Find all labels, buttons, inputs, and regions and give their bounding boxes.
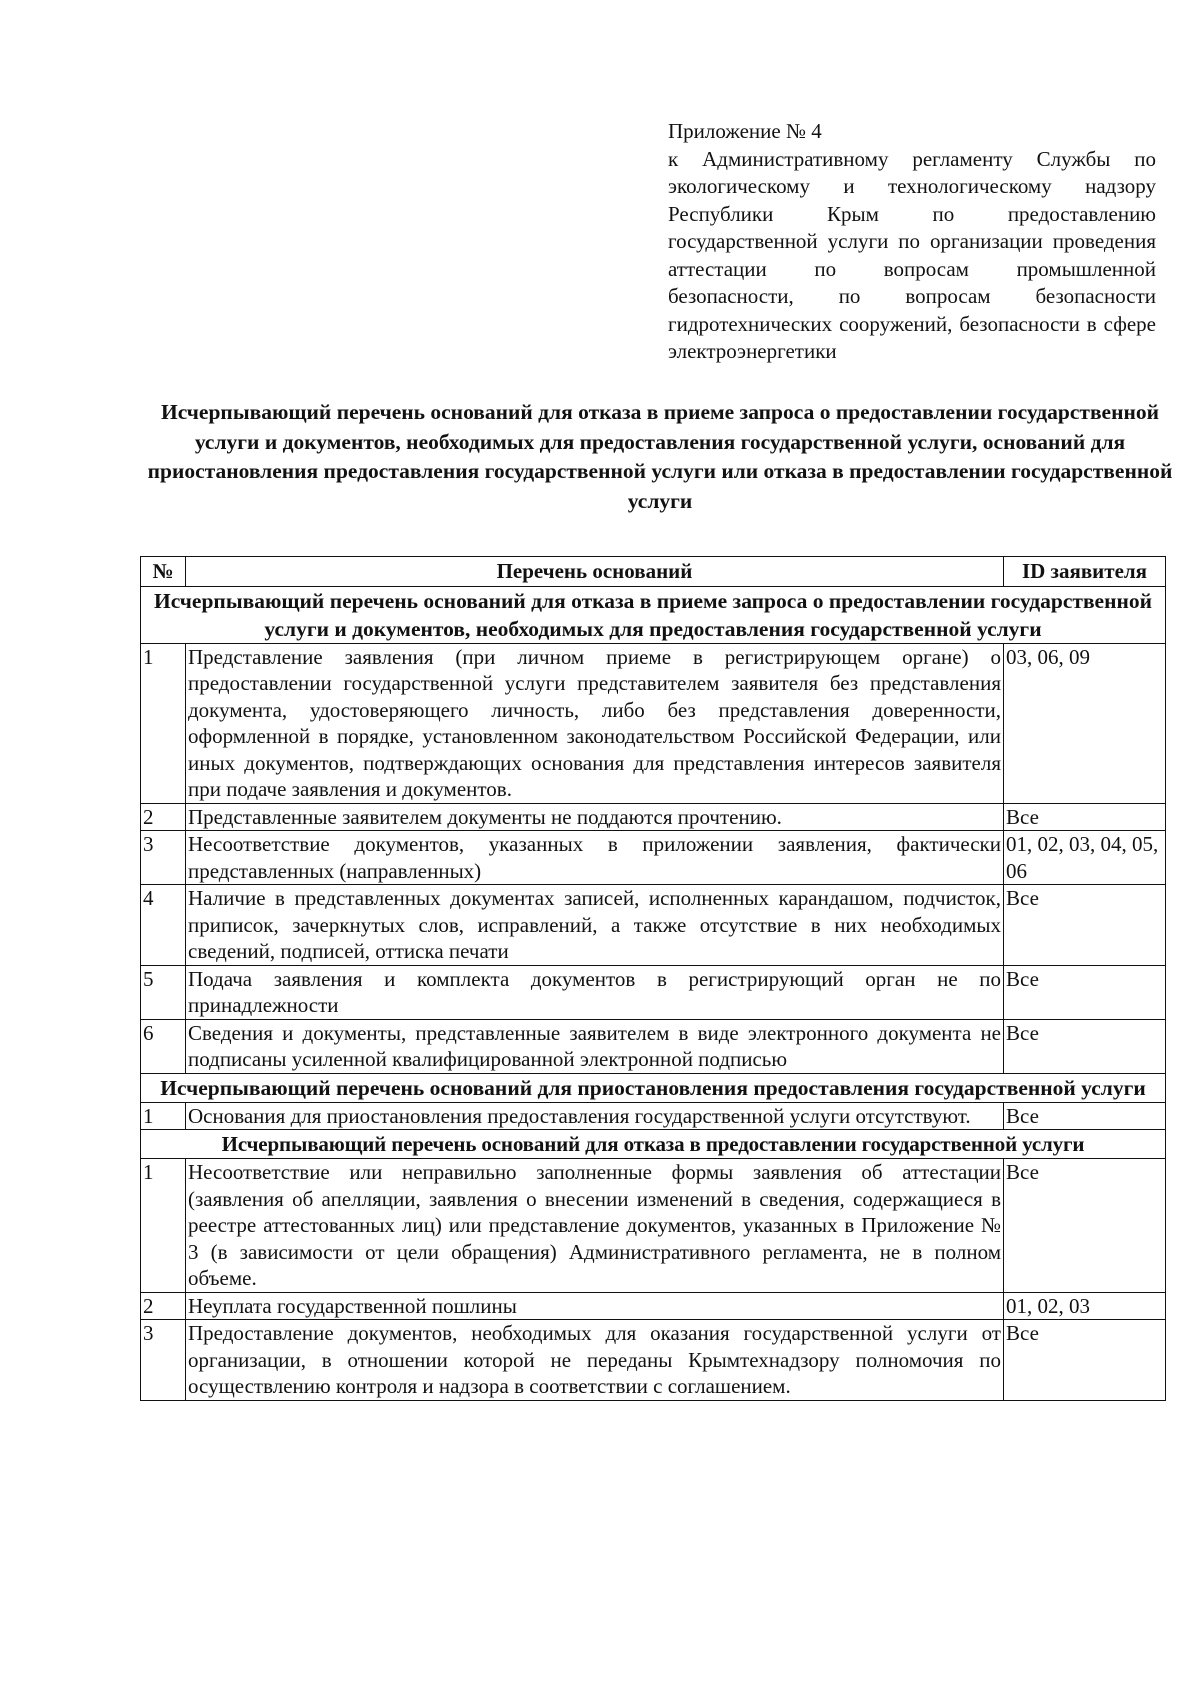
row-applicant-id: Все [1004, 1320, 1166, 1401]
row-applicant-id: Все [1004, 1159, 1166, 1293]
row-applicant-id: Все [1004, 965, 1166, 1019]
header-grounds: Перечень оснований [186, 557, 1004, 587]
row-num: 3 [141, 1320, 186, 1401]
table-row [141, 1102, 1166, 1130]
row-text: Несоответствие документов, указанных в приложении заявления, фактически представленных (направленных) [186, 831, 1004, 885]
row-text: Наличие в представленных документах записей, исполненных карандашом, подчисток, приписок, зачеркнутых слов, исправлений, а также отсутствие в них необходимых сведений, подписей, оттиска печати [186, 885, 1004, 966]
row-num: 2 [141, 803, 186, 831]
row-num: 2 [141, 1292, 186, 1320]
row-applicant-id: 01, 02, 03 [1004, 1292, 1166, 1320]
section-heading-refusal-service: Исчерпывающий перечень оснований для отказа в предоставлении государственной услуги [141, 1130, 1166, 1159]
row-text: Несоответствие или неправильно заполненные формы заявления об аттестации (заявления об апелляции, заявления о внесении изменений в сведения, содержащиеся в реестре аттестованных лиц) или представление документов, указанных в Приложение № 3 (в зависимости от цели обращения) Административного регламента, не в полном объеме. [186, 1159, 1004, 1293]
row-text: Неуплата государственной пошлины [186, 1292, 1004, 1320]
table-row [141, 643, 1166, 803]
table-row [141, 831, 1166, 885]
table-row [141, 1320, 1166, 1401]
section-heading-refusal-intake: Исчерпывающий перечень оснований для отказа в приеме запроса о предоставлении государственной услуги и документов, необходимых для предоставления государственной услуги [141, 586, 1166, 643]
annex-reference: к Административному регламенту Службы по экологическому и технологическому надзору Республики Крым по предоставлению государственной услуги по организации проведения аттестации по вопросам промышленной безопасности, по вопросам безопасности гидротехнических сооружений, безопасности в сфере электроэнергетики [668, 146, 1156, 363]
row-applicant-id: 01, 02, 03, 04, 05, 06 [1004, 831, 1166, 885]
section-row [141, 1073, 1166, 1102]
row-text: Сведения и документы, представленные заявителем в виде электронного документа не подписаны усиленной квалифицированной электронной подписью [186, 1019, 1004, 1073]
table-row [141, 885, 1166, 966]
table-row [141, 803, 1166, 831]
row-num: 1 [141, 643, 186, 803]
section-row [141, 586, 1166, 643]
table-row [141, 965, 1166, 1019]
row-applicant-id: Все [1004, 885, 1166, 966]
row-text: Предоставление документов, необходимых для оказания государственной услуги от организации, в отношении которой не переданы Крымтехнадзору полномочия по осуществлению контроля и надзора в соответствии с соглашением. [186, 1320, 1004, 1401]
table-row [141, 1019, 1166, 1073]
section-row [141, 1130, 1166, 1159]
header-num: № [141, 557, 186, 587]
annex-title: Приложение № 4 [668, 119, 822, 143]
row-num: 4 [141, 885, 186, 966]
annex-header [668, 118, 1156, 366]
header-applicant-id: ID заявителя [1004, 557, 1166, 587]
table-row [141, 1292, 1166, 1320]
row-num: 1 [141, 1102, 186, 1130]
row-num: 3 [141, 831, 186, 885]
section-heading-suspension: Исчерпывающий перечень оснований для приостановления предоставления государственной услуги [141, 1073, 1166, 1102]
row-text: Подача заявления и комплекта документов в регистрирующий орган не по принадлежности [186, 965, 1004, 1019]
row-applicant-id: Все [1004, 803, 1166, 831]
row-text: Представление заявления (при личном приеме в регистрирующем органе) о предоставлении государственной услуги представителем заявителя без представления документа, удостоверяющего личность, либо без представления доверенности, оформленной в порядке, установленном законодательством Российской Федерации, или иных документов, подтверждающих основания для представления интересов заявителя при подаче заявления и документов. [186, 643, 1004, 803]
row-num: 6 [141, 1019, 186, 1073]
table-row [141, 1159, 1166, 1293]
row-text: Представленные заявителем документы не поддаются прочтению. [186, 803, 1004, 831]
row-applicant-id: Все [1004, 1102, 1166, 1130]
grounds-table [140, 556, 1166, 1401]
row-text: Основания для приостановления предоставления государственной услуги отсутствуют. [186, 1102, 1004, 1130]
row-num: 5 [141, 965, 186, 1019]
row-applicant-id: Все [1004, 1019, 1166, 1073]
row-applicant-id: 03, 06, 09 [1004, 643, 1166, 803]
row-num: 1 [141, 1159, 186, 1293]
table-header-row [141, 557, 1166, 587]
document-title: Исчерпывающий перечень оснований для отказа в приеме запроса о предоставлении государственной услуги и документов, необходимых для предоставления государственной услуги, оснований для приостановления предоставления государственной услуги или отказа в предоставлении государственной услуги [147, 400, 1173, 513]
